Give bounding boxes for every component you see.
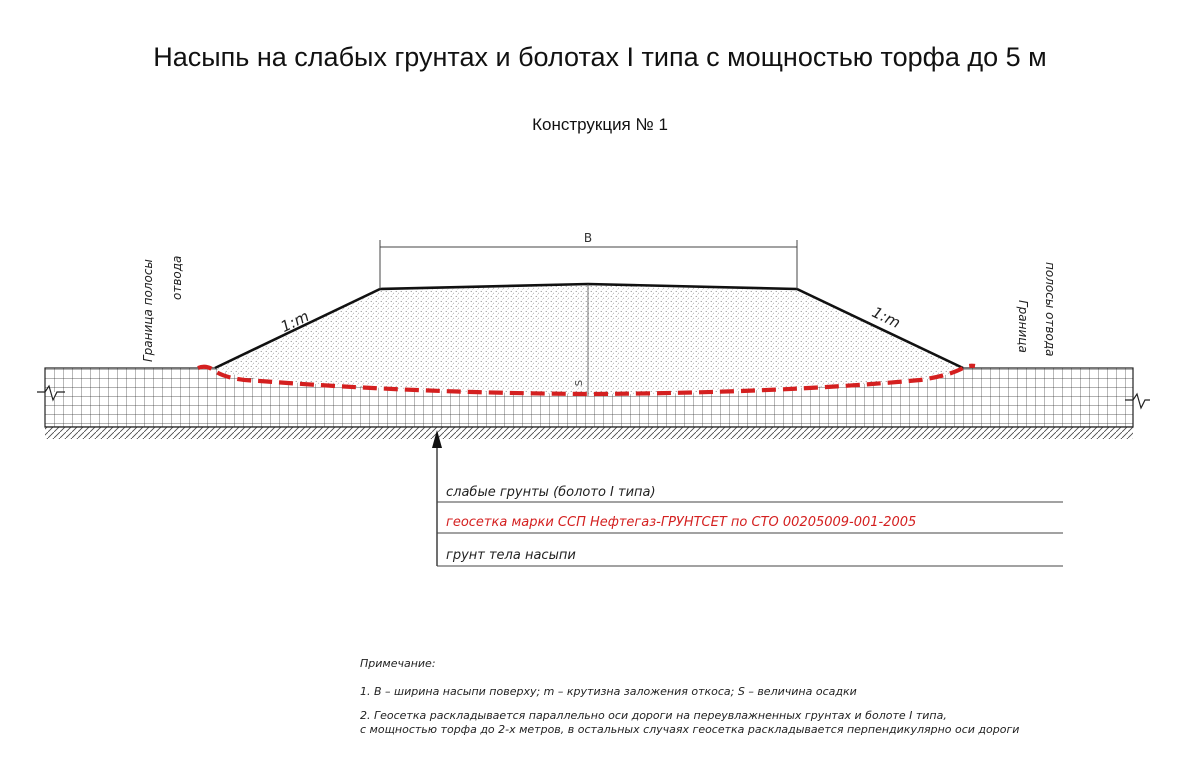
base-ground-hatching <box>45 427 1133 439</box>
legend-fill-soil: грунт тела насыпи <box>446 548 576 563</box>
note-item-2: 2. Геосетка раскладывается параллельно оси дороги на переувлажненных грунтах и болоте I типа, <box>360 709 947 722</box>
left-boundary-label-2: отвода <box>170 255 184 300</box>
right-boundary-label-2: полосы отвода <box>1043 262 1057 357</box>
dimension-b-label: B <box>583 231 593 245</box>
notes-header: Примечание: <box>360 657 436 670</box>
slope-right-label: 1:m <box>869 303 904 332</box>
construction-subtitle: Конструкция № 1 <box>532 115 668 134</box>
notes-block <box>360 657 1160 737</box>
note-item-2-continued: с мощностью торфа до 2-х метров, в остальных случаях геосетка раскладывается перпендикулярно оси дороги <box>360 723 1020 736</box>
legend-geogrid: геосетка марки ССП Нефтегаз-ГРУНТСЕТ по СТО 00205009-001-2005 <box>446 515 917 530</box>
legend-weak-soil: слабые грунты (болото I типа) <box>446 485 656 500</box>
page-title: Насыпь на слабых грунтах и болотах I типа с мощностью торфа до 5 м <box>153 42 1047 72</box>
settlement-label: S <box>574 379 585 387</box>
right-boundary-label-1: Граница <box>1016 300 1030 353</box>
slope-left-label: 1:m <box>277 307 312 336</box>
left-boundary-label-1: Граница полосы <box>141 259 155 362</box>
note-item-1: 1. B – ширина насыпи поверху; m – крутизна заложения откоса; S – величина осадки <box>360 685 857 698</box>
embankment-body <box>215 284 963 394</box>
